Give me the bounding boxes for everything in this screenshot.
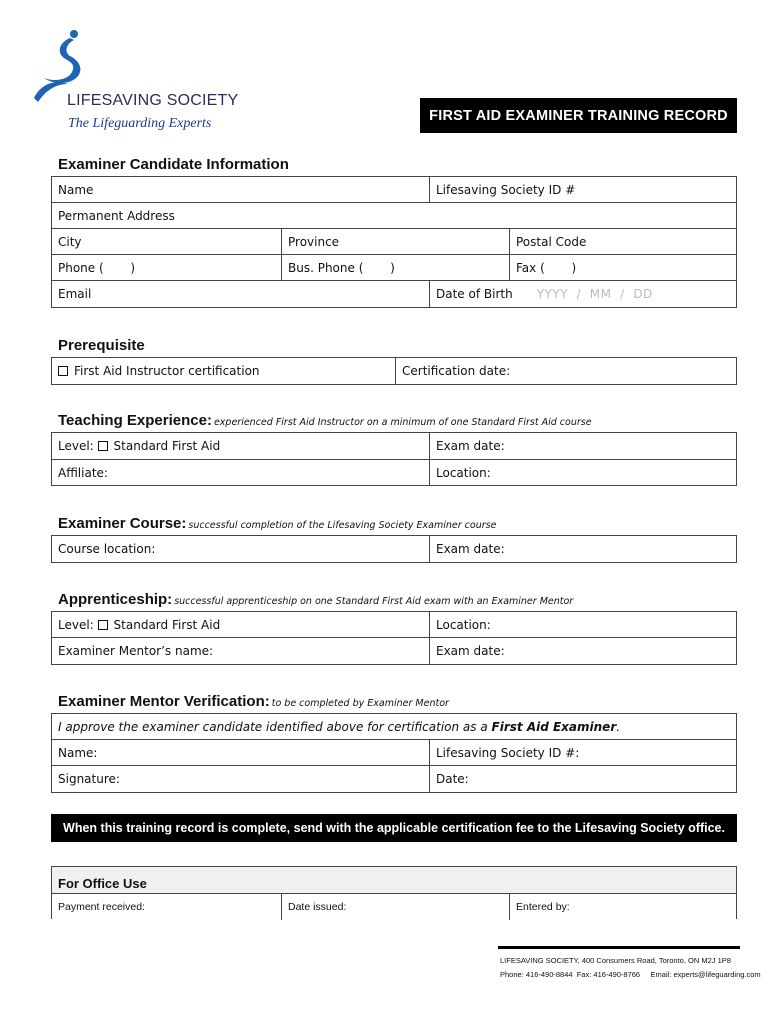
- verification-statement: I approve the examiner candidate identified above for certification as a First Aid Examiner .: [58, 719, 621, 734]
- name-field[interactable]: Name: [58, 182, 94, 197]
- mentor-id-field[interactable]: Lifesaving Society ID #:: [429, 740, 738, 765]
- date-issued-field[interactable]: Date issued:: [281, 894, 509, 920]
- checkbox-icon[interactable]: [98, 620, 108, 630]
- teaching-note: experienced First Aid Instructor on a minimum of one Standard First Aid course: [213, 417, 592, 428]
- prerequisite-section-title: Prerequisite: [58, 337, 145, 354]
- instructor-cert-label: First Aid Instructor certification: [74, 364, 260, 378]
- cert-date-field[interactable]: Certification date:: [395, 358, 738, 384]
- mentor-name-input[interactable]: Name:: [58, 745, 98, 760]
- apprenticeship-exam-date-field[interactable]: Exam date:: [429, 638, 738, 664]
- footer-address: LIFESAVING SOCIETY, 400 Consumers Road, Toronto, ON M2J 1P8: [500, 956, 731, 965]
- teaching-location-field[interactable]: Location:: [429, 460, 738, 486]
- verification-section-title: Examiner Mentor Verification: to be completed by Examiner Mentor: [58, 693, 449, 710]
- course-section-title: Examiner Course: successful completion of the Lifesaving Society Examiner course: [58, 515, 497, 532]
- course-table: [51, 535, 737, 563]
- city-field[interactable]: City: [58, 234, 82, 249]
- date-of-birth-placeholder: YYYY / MM / DD: [536, 287, 653, 301]
- form-title: FIRST AID EXAMINER TRAINING RECORD: [420, 98, 737, 133]
- course-row: [52, 536, 736, 562]
- teaching-row-2: [52, 460, 736, 486]
- email-field[interactable]: Email: [58, 287, 92, 301]
- affiliate-field[interactable]: Affiliate:: [58, 466, 108, 480]
- candidate-table: [51, 176, 737, 308]
- teaching-row-1: [52, 433, 736, 460]
- phone-field[interactable]: Phone ( ): [58, 260, 136, 275]
- bus-phone-field[interactable]: Bus. Phone ( ): [281, 255, 509, 280]
- footer-contact: Phone: 416-490-8844 Fax: 416-490-8766 Email: experts@lifeguarding.com: [500, 970, 761, 979]
- level-value: Standard First Aid: [113, 439, 221, 453]
- instructor-cert-field[interactable]: [52, 358, 395, 384]
- verification-statement-row: [52, 714, 736, 740]
- fax-field[interactable]: Fax ( ): [509, 255, 738, 280]
- verification-row-2: [52, 766, 736, 792]
- teaching-table: [51, 432, 737, 486]
- entered-by-field[interactable]: Entered by:: [509, 894, 736, 920]
- office-use-title: For Office Use: [58, 876, 147, 891]
- name-row: [52, 177, 736, 203]
- checkbox-icon[interactable]: [98, 441, 108, 451]
- apprenticeship-level-field[interactable]: [52, 612, 429, 637]
- footer-rule: [498, 946, 740, 949]
- address-row: [52, 203, 736, 229]
- payment-received-field[interactable]: Payment received:: [58, 901, 145, 913]
- level-label: Level:: [58, 617, 94, 632]
- verification-table: [51, 713, 737, 793]
- teaching-section-title: Teaching Experience: experienced First Aid Instructor on a minimum of one Standard First Aid course: [58, 412, 592, 429]
- address-field[interactable]: Permanent Address: [58, 208, 175, 223]
- office-use-row: [52, 893, 736, 920]
- apprenticeship-note: successful apprenticeship on one Standard First Aid exam with an Examiner Mentor: [174, 596, 574, 607]
- apprenticeship-row-1: [52, 612, 736, 638]
- submission-banner: When this training record is complete, send with the applicable certification fee to the Lifesaving Society office.: [51, 814, 737, 842]
- checkbox-icon[interactable]: [58, 366, 68, 376]
- course-exam-date-field[interactable]: Exam date:: [429, 536, 738, 562]
- email-row: [52, 281, 736, 307]
- apprenticeship-table: [51, 611, 737, 665]
- prerequisite-row: [52, 358, 736, 384]
- verification-date-field[interactable]: Date:: [429, 766, 738, 792]
- society-id-field[interactable]: Lifesaving Society ID #: [429, 177, 738, 202]
- level-value: Standard First Aid: [113, 617, 221, 632]
- province-field[interactable]: Province: [281, 229, 509, 254]
- course-location-field[interactable]: Course location:: [58, 542, 156, 556]
- office-use-box: [51, 866, 737, 919]
- date-of-birth-field[interactable]: [429, 281, 738, 307]
- apprenticeship-location-field[interactable]: Location:: [429, 612, 738, 637]
- course-note: successful completion of the Lifesaving Society Examiner course: [188, 520, 497, 531]
- candidate-section-title: Examiner Candidate Information: [58, 156, 289, 173]
- teaching-exam-date-field[interactable]: Exam date:: [429, 433, 738, 459]
- apprenticeship-row-2: [52, 638, 736, 664]
- date-of-birth-label: Date of Birth: [436, 287, 513, 301]
- teaching-level-field[interactable]: [52, 433, 429, 459]
- verification-note: to be completed by Examiner Mentor: [271, 698, 449, 709]
- logo-name: LIFESAVING SOCIETY: [67, 92, 239, 109]
- city-row: [52, 229, 736, 255]
- apprenticeship-section-title: Apprenticeship: successful apprenticeship on one Standard First Aid exam with an Examiner Mentor: [58, 591, 574, 608]
- level-label: Level:: [58, 439, 94, 453]
- logo-tagline: The Lifeguarding Experts: [68, 116, 212, 131]
- verification-row-1: [52, 740, 736, 766]
- mentor-name-field[interactable]: Examiner Mentor’s name:: [58, 644, 214, 658]
- postal-code-field[interactable]: Postal Code: [509, 229, 738, 254]
- signature-field[interactable]: Signature:: [58, 772, 120, 786]
- phone-row: [52, 255, 736, 281]
- prerequisite-table: [51, 357, 737, 385]
